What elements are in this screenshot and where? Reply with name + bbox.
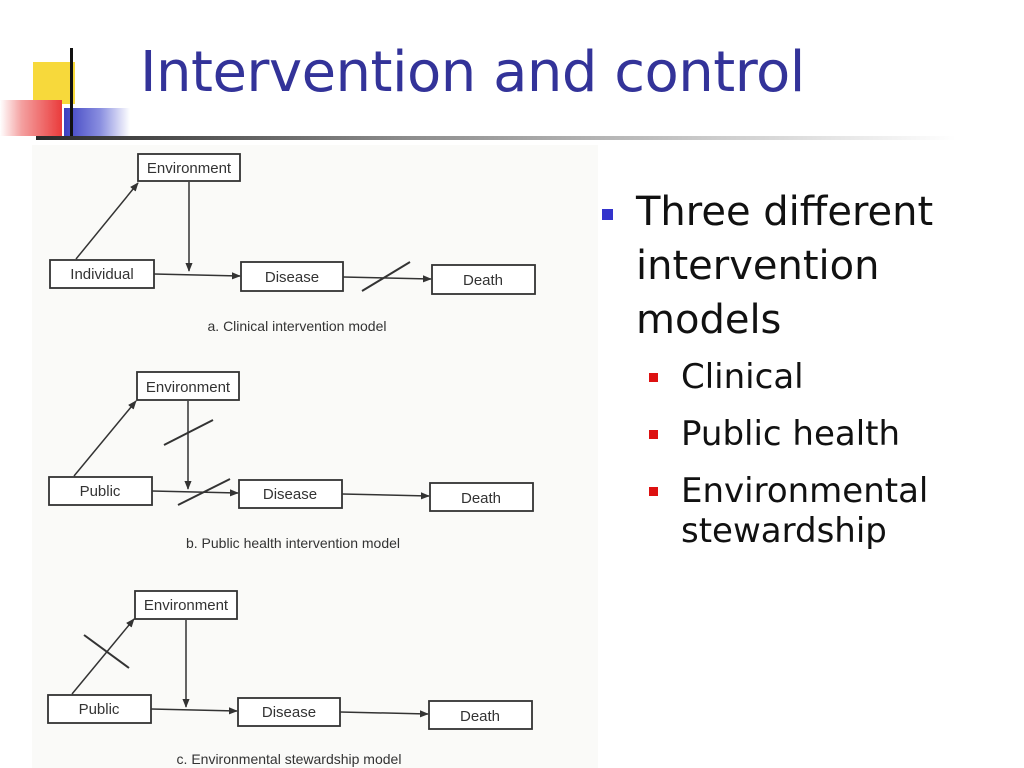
blue-square-bullet-icon xyxy=(602,209,613,220)
panel-c-public-box xyxy=(48,695,151,723)
sub-bullet-text: Public health xyxy=(681,414,901,454)
panel-c-arrow-disease-death xyxy=(340,712,428,714)
svg-text:Disease: Disease xyxy=(261,704,317,721)
main-bullet-text: Three different intervention models xyxy=(636,189,934,343)
panel-public-health xyxy=(49,372,533,551)
panel-a-disease-box xyxy=(241,262,343,291)
svg-text:Individual: Individual xyxy=(70,266,134,283)
panel-b-public-box xyxy=(49,477,152,505)
panel-b-arrow-source-disease xyxy=(152,491,238,493)
panel-c-death-box xyxy=(429,701,532,729)
panel-environmental-stewardship xyxy=(48,591,532,767)
svg-text:Death: Death xyxy=(462,272,504,289)
sub-bullet-text: Clinical xyxy=(681,357,804,397)
panel-c-arrow-source-disease xyxy=(151,709,237,711)
panel-a-arrow-disease-death xyxy=(343,277,431,279)
panel-a-arrow-source-disease xyxy=(154,274,240,276)
svg-text:Environment: Environment xyxy=(143,597,229,614)
main-bullet xyxy=(600,185,1000,347)
logo-vertical-line xyxy=(70,48,73,140)
panel-a-death-box xyxy=(432,265,535,294)
panel-c-caption: c. Environmental stewardship model xyxy=(176,751,402,767)
sub-bullet-public-health xyxy=(644,414,1000,454)
panel-b-death-box xyxy=(430,483,533,511)
panel-clinical xyxy=(50,154,535,334)
svg-text:Environment: Environment xyxy=(145,379,231,396)
svg-text:Death: Death xyxy=(460,490,502,507)
intervention-diagram xyxy=(32,145,598,768)
svg-text:Public: Public xyxy=(78,701,120,718)
panel-a-environment-box xyxy=(138,154,240,181)
bullet-list xyxy=(600,185,1000,568)
panel-b-disease-box xyxy=(239,480,342,508)
red-square-bullet-icon xyxy=(649,373,658,382)
svg-text:Death: Death xyxy=(459,708,501,725)
panel-b-caption: b. Public health intervention model xyxy=(185,535,401,551)
panel-c-intervention-mark xyxy=(84,635,129,668)
sub-bullet-clinical xyxy=(644,357,1000,397)
panel-b-environment-box xyxy=(137,372,239,400)
panel-c-disease-box xyxy=(238,698,340,726)
panel-c-arrow-source-environment xyxy=(72,619,134,694)
sub-bullet-text: Environmental stewardship xyxy=(681,471,929,551)
panel-a-arrow-source-environment xyxy=(76,183,138,259)
slide-title: Intervention and control xyxy=(140,40,805,105)
sub-bullet-list xyxy=(600,357,1000,551)
sub-bullet-environmental-stewardship xyxy=(644,471,1000,551)
svg-text:Public: Public xyxy=(79,483,121,500)
red-square-bullet-icon xyxy=(649,487,658,496)
panel-a-caption: a. Clinical intervention model xyxy=(207,318,387,334)
panel-b-arrow-disease-death xyxy=(342,494,429,496)
logo-yellow-square xyxy=(33,62,75,104)
svg-text:Disease: Disease xyxy=(264,269,320,286)
logo-red-bar xyxy=(0,100,62,136)
intervention-models-figure xyxy=(32,145,598,768)
title-underline xyxy=(36,136,956,140)
panel-c-environment-box xyxy=(135,591,237,619)
svg-text:Disease: Disease xyxy=(262,486,318,503)
red-square-bullet-icon xyxy=(649,430,658,439)
panel-a-intervention-mark xyxy=(362,262,410,291)
panel-a-individual-box xyxy=(50,260,154,288)
logo-blue-bar xyxy=(64,108,130,136)
panel-b-arrow-source-environment xyxy=(74,401,136,476)
svg-text:Environment: Environment xyxy=(146,160,232,177)
